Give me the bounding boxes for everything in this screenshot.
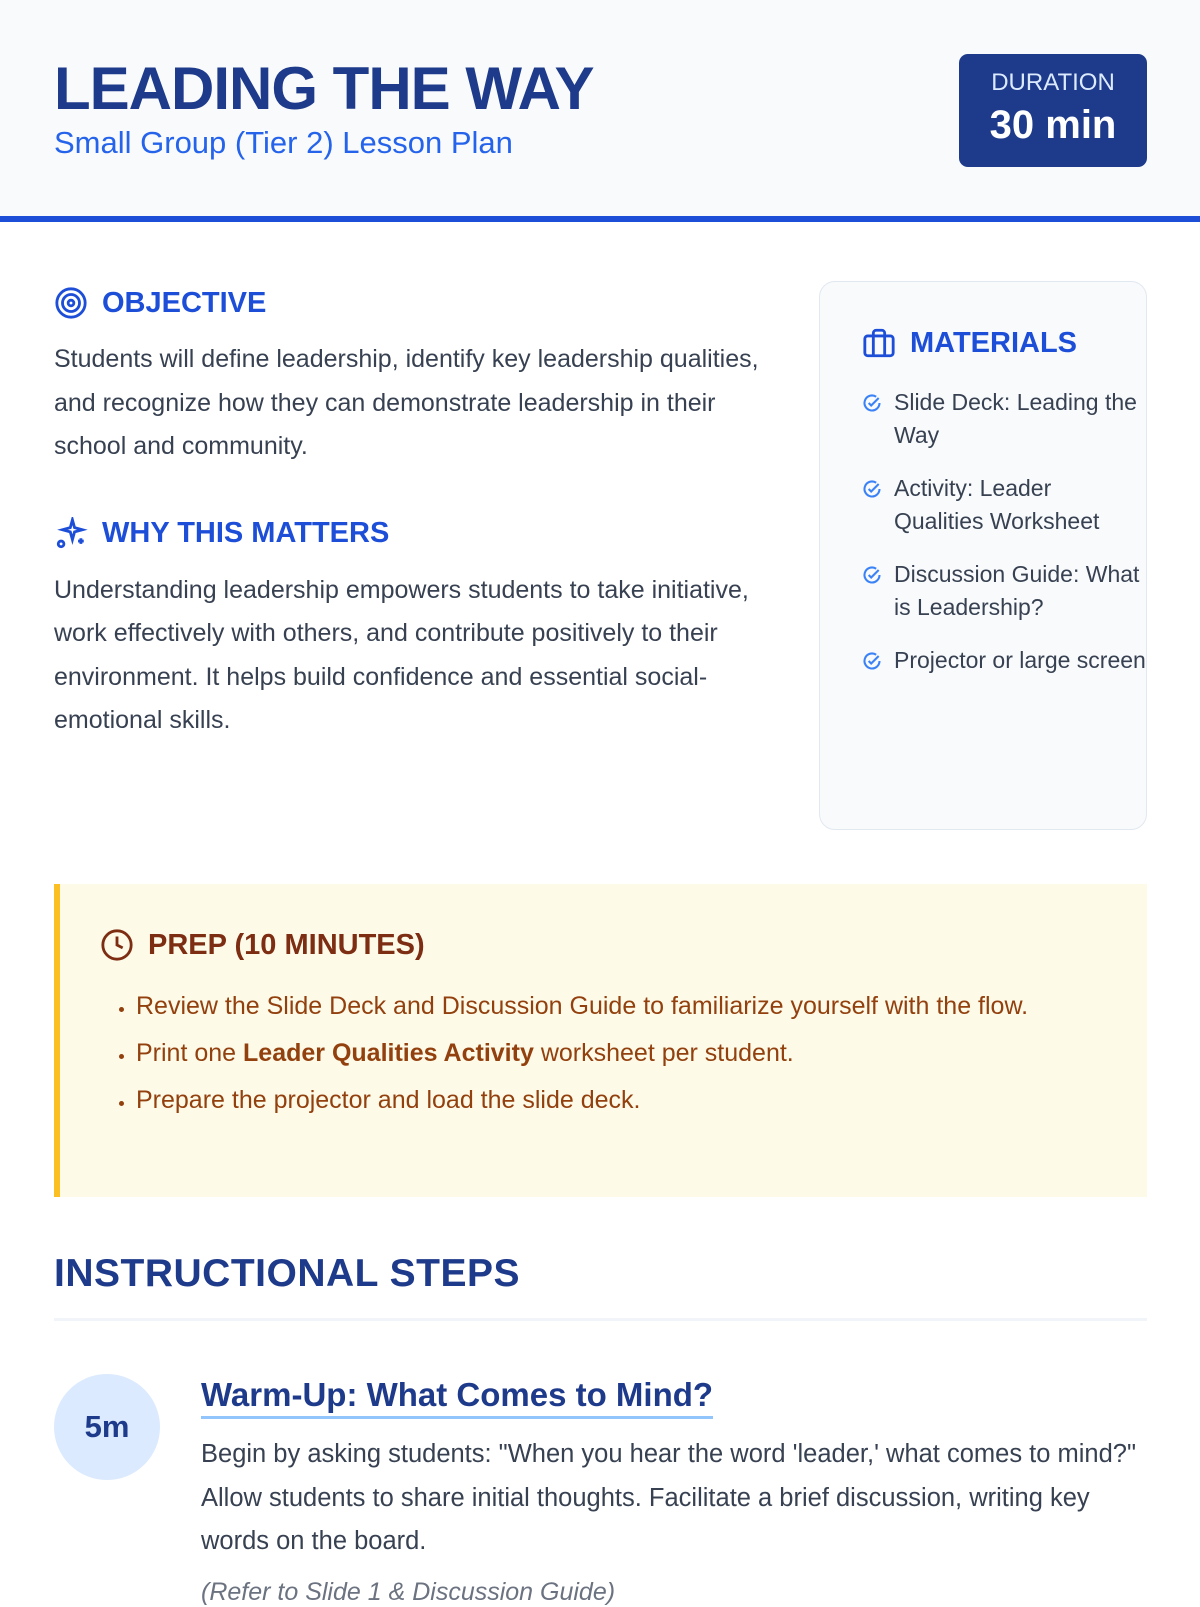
duration-value: 30 min	[989, 103, 1117, 147]
prep-item	[136, 1033, 1107, 1073]
clock-icon	[100, 928, 134, 962]
why-text: Understanding leadership empowers students to take initiative, work effectively with others, and contribute positively to their environment. It helps build confidence and essential social-emotional skills.	[54, 575, 749, 734]
page-subtitle: Small Group (Tier 2) Lesson Plan	[54, 125, 513, 160]
material-item-text: Projector or large screen	[894, 647, 1146, 673]
material-item	[862, 386, 1146, 452]
page-header	[0, 0, 1200, 222]
sparkles-icon	[54, 517, 88, 551]
divider	[54, 1318, 1147, 1321]
step-text: Begin by asking students: "When you hear the word 'leader,' what comes to mind?" Allow students to share initial thoughts. Facilitate a brief discussion, writing key words on the board.	[201, 1440, 1137, 1555]
objective-heading	[54, 286, 774, 320]
duration-label: DURATION	[991, 69, 1115, 96]
why-heading	[54, 517, 774, 551]
prep-heading	[100, 928, 1107, 962]
prep-item: • Review the Slide Deck and Discussion Guide to familiarize yourself with the flow.	[136, 986, 1107, 1026]
material-item-text: Discussion Guide: What is Leadership?	[894, 561, 1140, 620]
material-item	[862, 472, 1146, 538]
objective-heading-text: OBJECTIVE	[102, 286, 267, 319]
material-item-text: Slide Deck: Leading the Way	[894, 389, 1137, 448]
step-title: Warm-Up: What Comes to Mind?	[201, 1376, 713, 1419]
prep-list	[100, 986, 1107, 1120]
prep-item-bold: Leader Qualities Activity	[243, 1039, 534, 1067]
material-item	[862, 644, 1146, 677]
material-item-text: Activity: Leader Qualities Worksheet	[894, 475, 1100, 534]
check-circle-icon	[862, 479, 882, 499]
why-heading-text: WHY THIS MATTERS	[102, 517, 390, 549]
check-circle-icon	[862, 565, 882, 585]
materials-list	[862, 386, 1146, 677]
prep-item-text: Print one	[136, 1039, 244, 1067]
materials-card	[819, 281, 1147, 830]
prep-heading-text: PREP (10 MINUTES)	[148, 928, 425, 961]
material-item	[862, 558, 1146, 624]
step-reference: (Refer to Slide 1 & Discussion Guide)	[201, 1577, 616, 1606]
page-title: LEADING THE WAY	[54, 55, 594, 122]
target-icon	[54, 286, 88, 320]
briefcase-icon	[862, 326, 896, 360]
materials-heading	[862, 326, 1146, 360]
materials-heading-text: MATERIALS	[910, 326, 1078, 359]
steps-heading: INSTRUCTIONAL STEPS	[54, 1252, 520, 1295]
prep-item: • Prepare the projector and load the slide deck.	[136, 1080, 1107, 1120]
overview-section	[54, 286, 774, 743]
prep-item-text: worksheet per student.	[533, 1039, 794, 1067]
objective-text: Students will define leadership, identify key leadership qualities, and recognize how they can demonstrate leadership in their school and community.	[54, 345, 759, 460]
check-circle-icon	[862, 393, 882, 413]
step-time-badge: 5m	[54, 1374, 160, 1480]
check-circle-icon	[862, 651, 882, 671]
prep-box	[54, 884, 1147, 1197]
step-item	[201, 1376, 1147, 1607]
duration-badge	[959, 54, 1147, 167]
